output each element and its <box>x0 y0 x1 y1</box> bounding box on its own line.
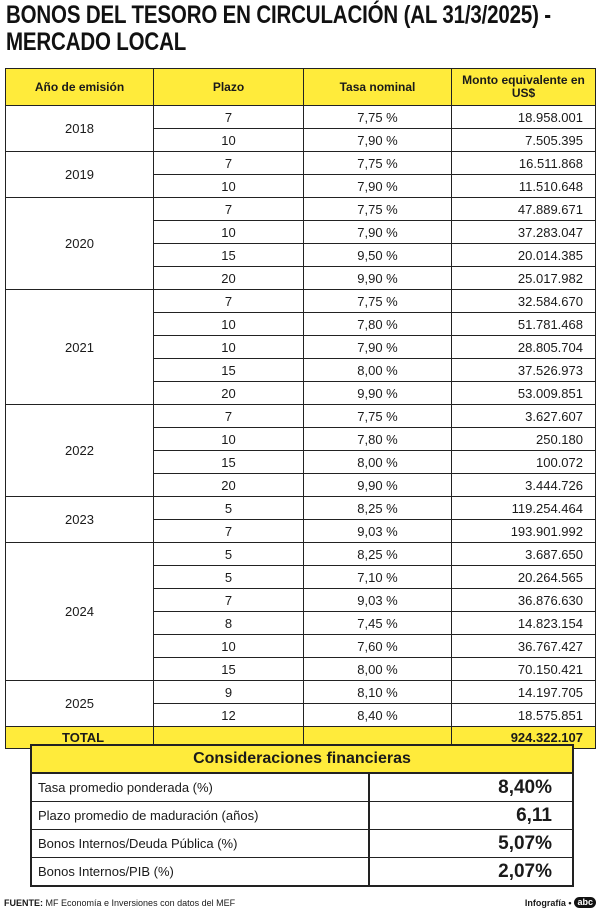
considerations-rows <box>32 774 572 885</box>
considerations-value: 2,07% <box>498 861 552 882</box>
header-ano: Año de emisión <box>6 69 154 106</box>
abc-logo: abc <box>574 897 596 908</box>
plazo-cell: 7 <box>154 520 304 543</box>
credit-text: Infografía • <box>524 897 572 908</box>
monto-cell: 3.687.650 <box>452 543 596 566</box>
plazo-cell: 7 <box>154 152 304 175</box>
plazo-cell: 15 <box>154 658 304 681</box>
table-row <box>6 497 596 520</box>
tasa-cell: 9,50 % <box>304 244 452 267</box>
monto-cell: 20.014.385 <box>452 244 596 267</box>
considerations-label: Plazo promedio de maduración (años) <box>32 802 370 829</box>
plazo-cell: 5 <box>154 543 304 566</box>
plazo-cell: 7 <box>154 589 304 612</box>
page-title <box>6 1 551 56</box>
tasa-cell: 7,90 % <box>304 221 452 244</box>
plazo-cell: 10 <box>154 129 304 152</box>
title-line-1: BONOS DEL TESORO EN CIRCULACIÓN (AL 31/3/2025) - <box>6 1 551 29</box>
considerations-row <box>32 830 572 858</box>
monto-cell: 32.584.670 <box>452 290 596 313</box>
plazo-cell: 20 <box>154 382 304 405</box>
tasa-cell: 7,45 % <box>304 612 452 635</box>
source-text: MF Economía e Inversiones con datos del MEF <box>45 897 236 908</box>
financial-considerations-box <box>30 744 574 887</box>
tasa-cell: 7,75 % <box>304 405 452 428</box>
table-row <box>6 106 596 129</box>
tasa-cell: 9,90 % <box>304 474 452 497</box>
footer <box>4 897 596 908</box>
table-row <box>6 405 596 428</box>
monto-cell: 37.283.047 <box>452 221 596 244</box>
tasa-cell: 8,10 % <box>304 681 452 704</box>
considerations-value: 6,11 <box>516 805 552 826</box>
plazo-cell: 20 <box>154 267 304 290</box>
source-note <box>4 898 235 908</box>
tasa-cell: 7,80 % <box>304 428 452 451</box>
considerations-label: Bonos Internos/Deuda Pública (%) <box>32 830 370 857</box>
tasa-cell: 9,03 % <box>304 520 452 543</box>
plazo-cell: 7 <box>154 405 304 428</box>
table-row <box>6 543 596 566</box>
monto-cell: 70.150.421 <box>452 658 596 681</box>
plazo-cell: 7 <box>154 106 304 129</box>
year-cell: 2018 <box>6 106 154 152</box>
year-cell: 2022 <box>6 405 154 497</box>
year-cell: 2021 <box>6 290 154 405</box>
tasa-cell: 8,00 % <box>304 658 452 681</box>
plazo-cell: 10 <box>154 221 304 244</box>
tasa-cell: 7,75 % <box>304 152 452 175</box>
header-tasa: Tasa nominal <box>304 69 452 106</box>
year-cell: 2023 <box>6 497 154 543</box>
tasa-cell: 8,25 % <box>304 497 452 520</box>
monto-cell: 193.901.992 <box>452 520 596 543</box>
table-row <box>6 152 596 175</box>
monto-cell: 3.627.607 <box>452 405 596 428</box>
monto-cell: 3.444.726 <box>452 474 596 497</box>
bonds-table <box>5 68 596 749</box>
source-label: FUENTE: <box>4 897 43 908</box>
plazo-cell: 9 <box>154 681 304 704</box>
tasa-cell: 8,25 % <box>304 543 452 566</box>
monto-cell: 51.781.468 <box>452 313 596 336</box>
title-line-2: MERCADO LOCAL <box>6 28 187 56</box>
table-row <box>6 198 596 221</box>
monto-cell: 28.805.704 <box>452 336 596 359</box>
plazo-cell: 12 <box>154 704 304 727</box>
header-plazo: Plazo <box>154 69 304 106</box>
plazo-cell: 10 <box>154 428 304 451</box>
year-cell: 2024 <box>6 543 154 681</box>
monto-cell: 53.009.851 <box>452 382 596 405</box>
plazo-cell: 15 <box>154 451 304 474</box>
plazo-cell: 5 <box>154 497 304 520</box>
monto-cell: 36.876.630 <box>452 589 596 612</box>
tasa-cell: 7,90 % <box>304 336 452 359</box>
tasa-cell: 7,90 % <box>304 129 452 152</box>
monto-cell: 20.264.565 <box>452 566 596 589</box>
plazo-cell: 8 <box>154 612 304 635</box>
monto-cell: 37.526.973 <box>452 359 596 382</box>
plazo-cell: 10 <box>154 175 304 198</box>
plazo-cell: 10 <box>154 336 304 359</box>
table-row <box>6 290 596 313</box>
plazo-cell: 20 <box>154 474 304 497</box>
tasa-cell: 9,90 % <box>304 267 452 290</box>
plazo-cell: 15 <box>154 359 304 382</box>
considerations-label: Bonos Internos/PIB (%) <box>32 858 370 885</box>
table-header-row <box>6 69 596 106</box>
considerations-row <box>32 774 572 802</box>
total-label: TOTAL <box>6 727 154 749</box>
tasa-cell: 7,10 % <box>304 566 452 589</box>
monto-cell: 14.823.154 <box>452 612 596 635</box>
monto-cell: 18.575.851 <box>452 704 596 727</box>
year-cell: 2025 <box>6 681 154 727</box>
considerations-row <box>32 858 572 885</box>
monto-cell: 18.958.001 <box>452 106 596 129</box>
year-cell: 2019 <box>6 152 154 198</box>
tasa-cell: 8,00 % <box>304 359 452 382</box>
considerations-value: 5,07% <box>498 833 552 854</box>
table-row <box>6 681 596 704</box>
plazo-cell: 10 <box>154 313 304 336</box>
tasa-cell: 7,75 % <box>304 106 452 129</box>
plazo-cell: 15 <box>154 244 304 267</box>
monto-cell: 16.511.868 <box>452 152 596 175</box>
monto-cell: 14.197.705 <box>452 681 596 704</box>
considerations-row <box>32 802 572 830</box>
plazo-cell: 5 <box>154 566 304 589</box>
tasa-cell: 7,75 % <box>304 290 452 313</box>
considerations-title: Consideraciones financieras <box>32 746 572 774</box>
plazo-cell: 10 <box>154 635 304 658</box>
tasa-cell: 7,90 % <box>304 175 452 198</box>
plazo-cell: 7 <box>154 290 304 313</box>
tasa-cell: 7,75 % <box>304 198 452 221</box>
tasa-cell: 7,60 % <box>304 635 452 658</box>
credit <box>525 897 596 908</box>
monto-cell: 119.254.464 <box>452 497 596 520</box>
monto-cell: 100.072 <box>452 451 596 474</box>
tasa-cell: 7,80 % <box>304 313 452 336</box>
table-body <box>6 106 596 749</box>
monto-cell: 36.767.427 <box>452 635 596 658</box>
tasa-cell: 9,03 % <box>304 589 452 612</box>
monto-cell: 47.889.671 <box>452 198 596 221</box>
considerations-value: 8,40% <box>498 777 552 798</box>
plazo-cell: 7 <box>154 198 304 221</box>
considerations-label: Tasa promedio ponderada (%) <box>32 774 370 801</box>
tasa-cell: 8,40 % <box>304 704 452 727</box>
header-monto: Monto equivalente en US$ <box>452 69 596 106</box>
year-cell: 2020 <box>6 198 154 290</box>
monto-cell: 11.510.648 <box>452 175 596 198</box>
tasa-cell: 8,00 % <box>304 451 452 474</box>
total-monto: 924.322.107 <box>452 727 596 749</box>
monto-cell: 250.180 <box>452 428 596 451</box>
monto-cell: 7.505.395 <box>452 129 596 152</box>
monto-cell: 25.017.982 <box>452 267 596 290</box>
tasa-cell: 9,90 % <box>304 382 452 405</box>
